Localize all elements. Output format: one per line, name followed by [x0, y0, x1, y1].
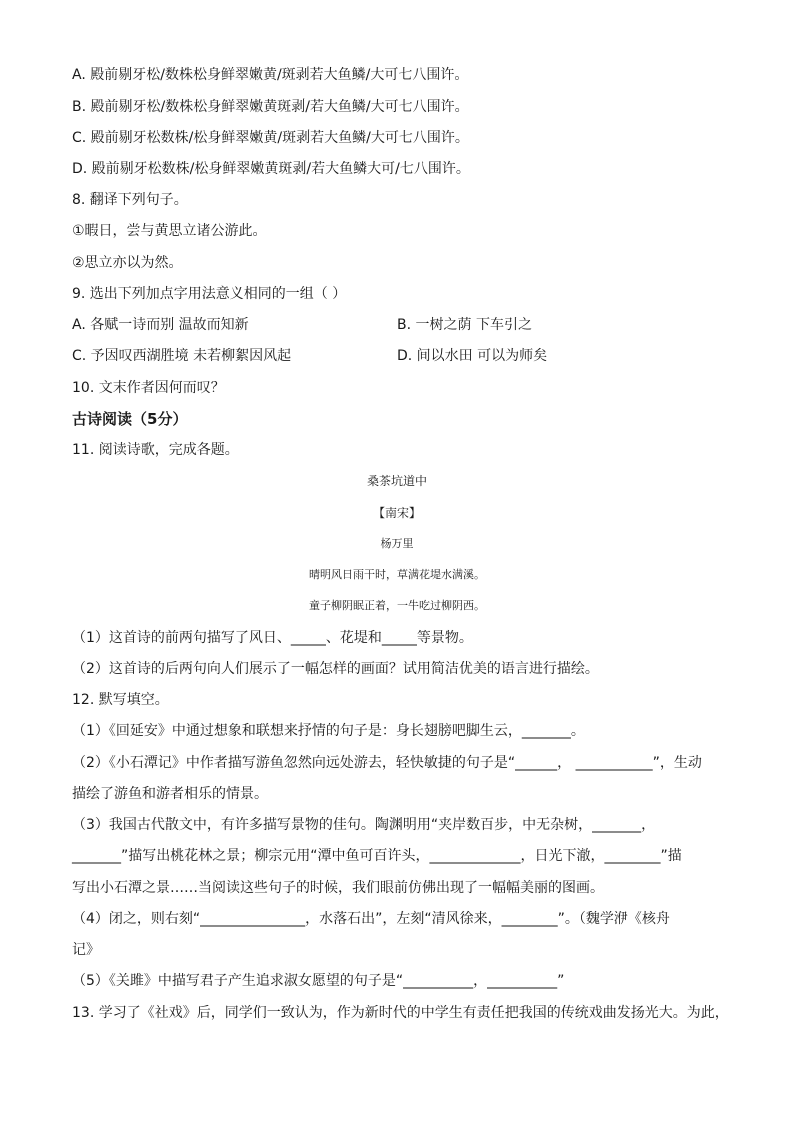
q12-sub-3-line-1: （3）我国古代散文中，有许多描写景物的佳句。陶渊明用“夹岸数百步，中无杂树，_______，: [72, 817, 656, 833]
q12-sub-3-line-3: 写出小石潭之景……当阅读这些句子的时候，我们眼前仿佛出现了一幅幅美丽的图画。: [72, 880, 604, 896]
poem-title: 桑茶坑道中: [366, 474, 427, 488]
q9-option-c: C. 予因叹西湖胜境 未若柳絮因风起: [72, 348, 292, 364]
q12-sub-5: （5）《关雎》中描写君子产生追求淑女愿望的句子是“__________，__________”: [72, 973, 565, 989]
q9-option-a: A. 各赋一诗而别 温故而知新: [72, 317, 249, 333]
poem-line-2: 童子柳阴眠正着，一牛吃过柳阴西。: [309, 599, 485, 612]
q12-sub-2-line-1: （2）《小石潭记》中作者描写游鱼忽然向远处游去，轻快敏捷的句子是“______， ___________”，生动: [72, 755, 702, 771]
q12-prompt: 12. 默写填空。: [72, 692, 169, 708]
poem-dynasty: 【南宋】: [372, 506, 421, 520]
q11-sub-1: （1）这首诗的前两句描写了风日、_____、花堤和_____等景物。: [72, 630, 473, 646]
section-title: 古诗阅读（5分）: [72, 410, 188, 428]
q11-prompt: 11. 阅读诗歌，完成各题。: [72, 442, 239, 458]
q10-prompt: 10. 文末作者因何而叹？: [72, 380, 225, 396]
q12-sub-3-line-2: _______”描写出桃花林之景；柳宗元用“潭中鱼可百许头，_____________，日光下澈，________”描: [72, 848, 682, 864]
q7-option-b: B. 殿前剔牙松/数株松身鲜翠嫩黄斑剥/若大鱼鳞/大可七八围许。: [72, 99, 469, 115]
q12-sub-2-line-2: 描绘了游鱼和游者相乐的情景。: [72, 786, 268, 802]
q9-option-d: D. 间以水田 可以为师矣: [397, 348, 548, 364]
q11-sub-2: （2）这首诗的后两句向人们展示了一幅怎样的画面？试用简洁优美的语言进行描绘。: [72, 661, 599, 677]
q7-option-c: C. 殿前剔牙松数株/松身鲜翠嫩黄/斑剥若大鱼鳞/大可七八围许。: [72, 130, 469, 146]
q7-option-d: D. 殿前剔牙松数株/松身鲜翠嫩黄斑剥/若大鱼鳞大可/七八围许。: [72, 161, 470, 177]
q12-sub-4-line-1: （4）闭之，则右刻“_______________，水落石出”，左刻“清风徐来，________”。（魏学洢《核舟: [72, 911, 670, 927]
q12-sub-4-line-2: 记》: [72, 942, 100, 958]
q9-option-b: B. 一树之荫 下车引之: [397, 317, 532, 333]
q13-line-1: 13. 学习了《社戏》后，同学们一致认为，作为新时代的中学生有责任把我国的传统戏曲发扬光大。为此，: [72, 1005, 729, 1021]
poem-line-1: 晴明风日雨干时，草满花堤水满溪。: [309, 568, 485, 581]
q8-prompt: 8. 翻译下列句子。: [72, 192, 188, 208]
q7-option-a: A. 殿前剔牙松/数株松身鲜翠嫩黄/斑剥若大鱼鳞/大可七八围许。: [72, 67, 469, 83]
poem-author: 杨万里: [380, 537, 414, 550]
q9-prompt: 9. 选出下列加点字用法意义相同的一组（ ）: [72, 286, 347, 302]
q8-item-2: ②思立亦以为然。: [72, 255, 183, 271]
q8-item-1: ①暇日，尝与黄思立诸公游此。: [72, 223, 267, 239]
q12-sub-1: （1）《回延安》中通过想象和联想来抒情的句子是：身长翅膀吧脚生云，_______。: [72, 723, 585, 739]
